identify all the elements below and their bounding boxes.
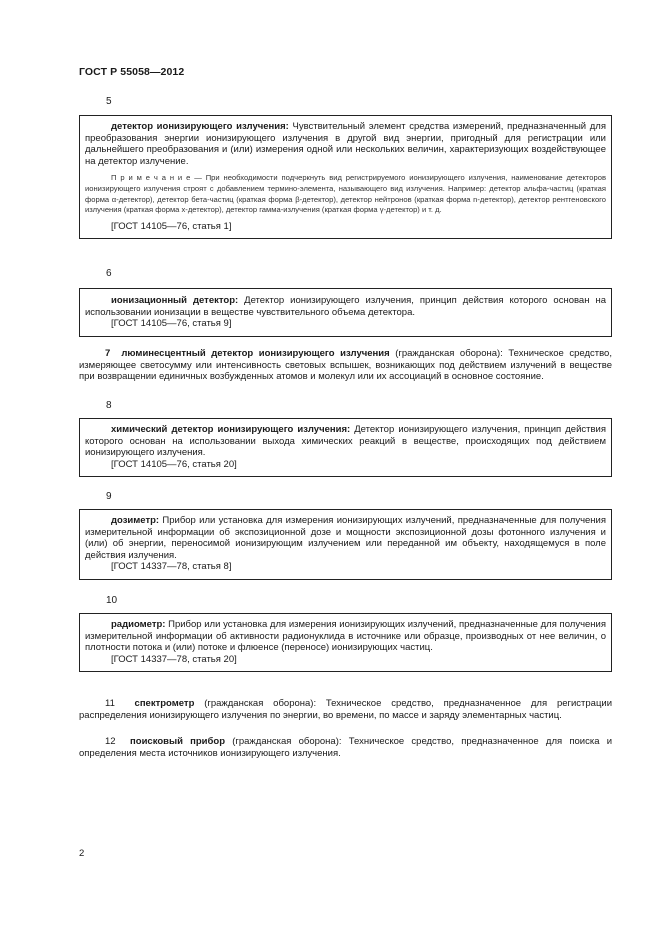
definition-text: Прибор или установка для измерения ионизирующих излучений, предназначенные для получения измерительной информации об экспозиционной дозе и мощности экспозиционной дозы фотонного излучения и (или) об энергии, переносимой ионизирующим излучением или переданной им объекту, находящемуся в поле действия излучения.	[85, 515, 606, 561]
term-definition	[85, 619, 606, 654]
entry-number: 8	[106, 400, 112, 411]
term-reference: [ГОСТ 14337—78, статья 20]	[111, 653, 237, 665]
definition-text: Детектор ионизирующего излучения, принцип действия которого основан на использовании выхода химических реакций в веществе, происходящих под действием ионизирующего излучения.	[85, 424, 606, 459]
term-reference: [ГОСТ 14105—76, статья 20]	[111, 458, 237, 470]
definition-text: (гражданская оборона): Техническое средство, предназначенное для регистрации распределения ионизирующего излучения по энергии, во времени, по массе и заряду элементарных частиц.	[79, 698, 613, 721]
definition-text: (гражданская оборона): Техническое средство, измеряющее светосумму или интенсивность световых вспышек, возникающих под действием излучений в веществе при возвращении единичных возбужденных атомов и молекул или их ассоциаций в основное состояние.	[79, 348, 612, 383]
term-name: ионизационный детектор:	[111, 295, 239, 306]
term-box	[79, 418, 612, 477]
term-name: люминесцентный детектор ионизирующего излучения	[121, 348, 390, 359]
term-paragraph	[79, 348, 612, 383]
definition-text: Детектор ионизирующего излучения, принцип действия которого основан на использовании ионизации в веществе чувствительного объема детектора.	[85, 295, 606, 318]
entry-number: 5	[106, 96, 112, 107]
entry-number: 12	[105, 736, 116, 747]
term-box	[79, 509, 612, 580]
term-box	[79, 288, 612, 337]
definition-text: Прибор или установка для измерения ионизирующих излучений, предназначенные для получения измерительной информации об активности радионуклида в источнике или образце, производных от нее величин, о плотности потока и (или) потоке и флюенсе (переносе) ионизирующих частиц.	[85, 619, 606, 654]
term-box	[79, 115, 612, 239]
entry-number: 11	[105, 698, 115, 709]
term-definition	[85, 515, 606, 561]
term-definition	[85, 295, 606, 318]
term-name: поисковый прибор	[130, 736, 225, 747]
page-number: 2	[79, 848, 85, 859]
definition-text: (гражданская оборона): Техническое средство, предназначенное для поиска и определения места источников ионизирующего излучения.	[79, 736, 613, 759]
term-name: детектор ионизирующего излучения:	[111, 121, 289, 132]
term-name: спектрометр	[134, 698, 195, 709]
term-name: дозиметр:	[111, 515, 160, 526]
entry-number: 9	[106, 491, 112, 502]
term-definition	[85, 121, 606, 167]
term-name: химический детектор ионизирующего излучения:	[111, 424, 351, 435]
entry-number: 6	[106, 268, 112, 279]
term-reference: [ГОСТ 14105—76, статья 1]	[111, 220, 232, 232]
term-box	[79, 613, 612, 672]
term-reference: [ГОСТ 14337—78, статья 8]	[111, 561, 232, 573]
term-definition	[85, 424, 606, 459]
document-header: ГОСТ Р 55058—2012	[79, 66, 185, 78]
term-reference: [ГОСТ 14105—76, статья 9]	[111, 318, 232, 330]
term-note: П р и м е ч а н и е — При необходимости подчеркнуть вид регистрируемого ионизирующего излучения, наименование детекторов ионизирующего излучения строят с добавлением термино-элемента, называющего вид излучения. Например: детектор альфа-частиц (краткая форма α-детектор), детектор бета-частиц (краткая форма β-детектор), детектор нейтронов (краткая форма n-детектор), детектор рентгеновского излучения (краткая форма x-детектор), детектор гамма-излучения (краткая форма γ-детектор) и т. д.	[85, 173, 606, 215]
term-paragraph	[79, 736, 612, 759]
entry-number: 10	[106, 595, 118, 606]
entry-number: 7	[105, 348, 111, 359]
term-paragraph	[79, 698, 612, 721]
term-name: радиометр:	[111, 619, 166, 630]
definition-text: Чувствительный элемент средства измерений, предназначенный для преобразования энергии ионизирующего излучения в другой вид энергии, пригодный для регистрации или дальнейшего преобразования и (или) измерения одной или нескольких величин, характеризующих воздействующее на детектор излучение.	[85, 121, 606, 167]
